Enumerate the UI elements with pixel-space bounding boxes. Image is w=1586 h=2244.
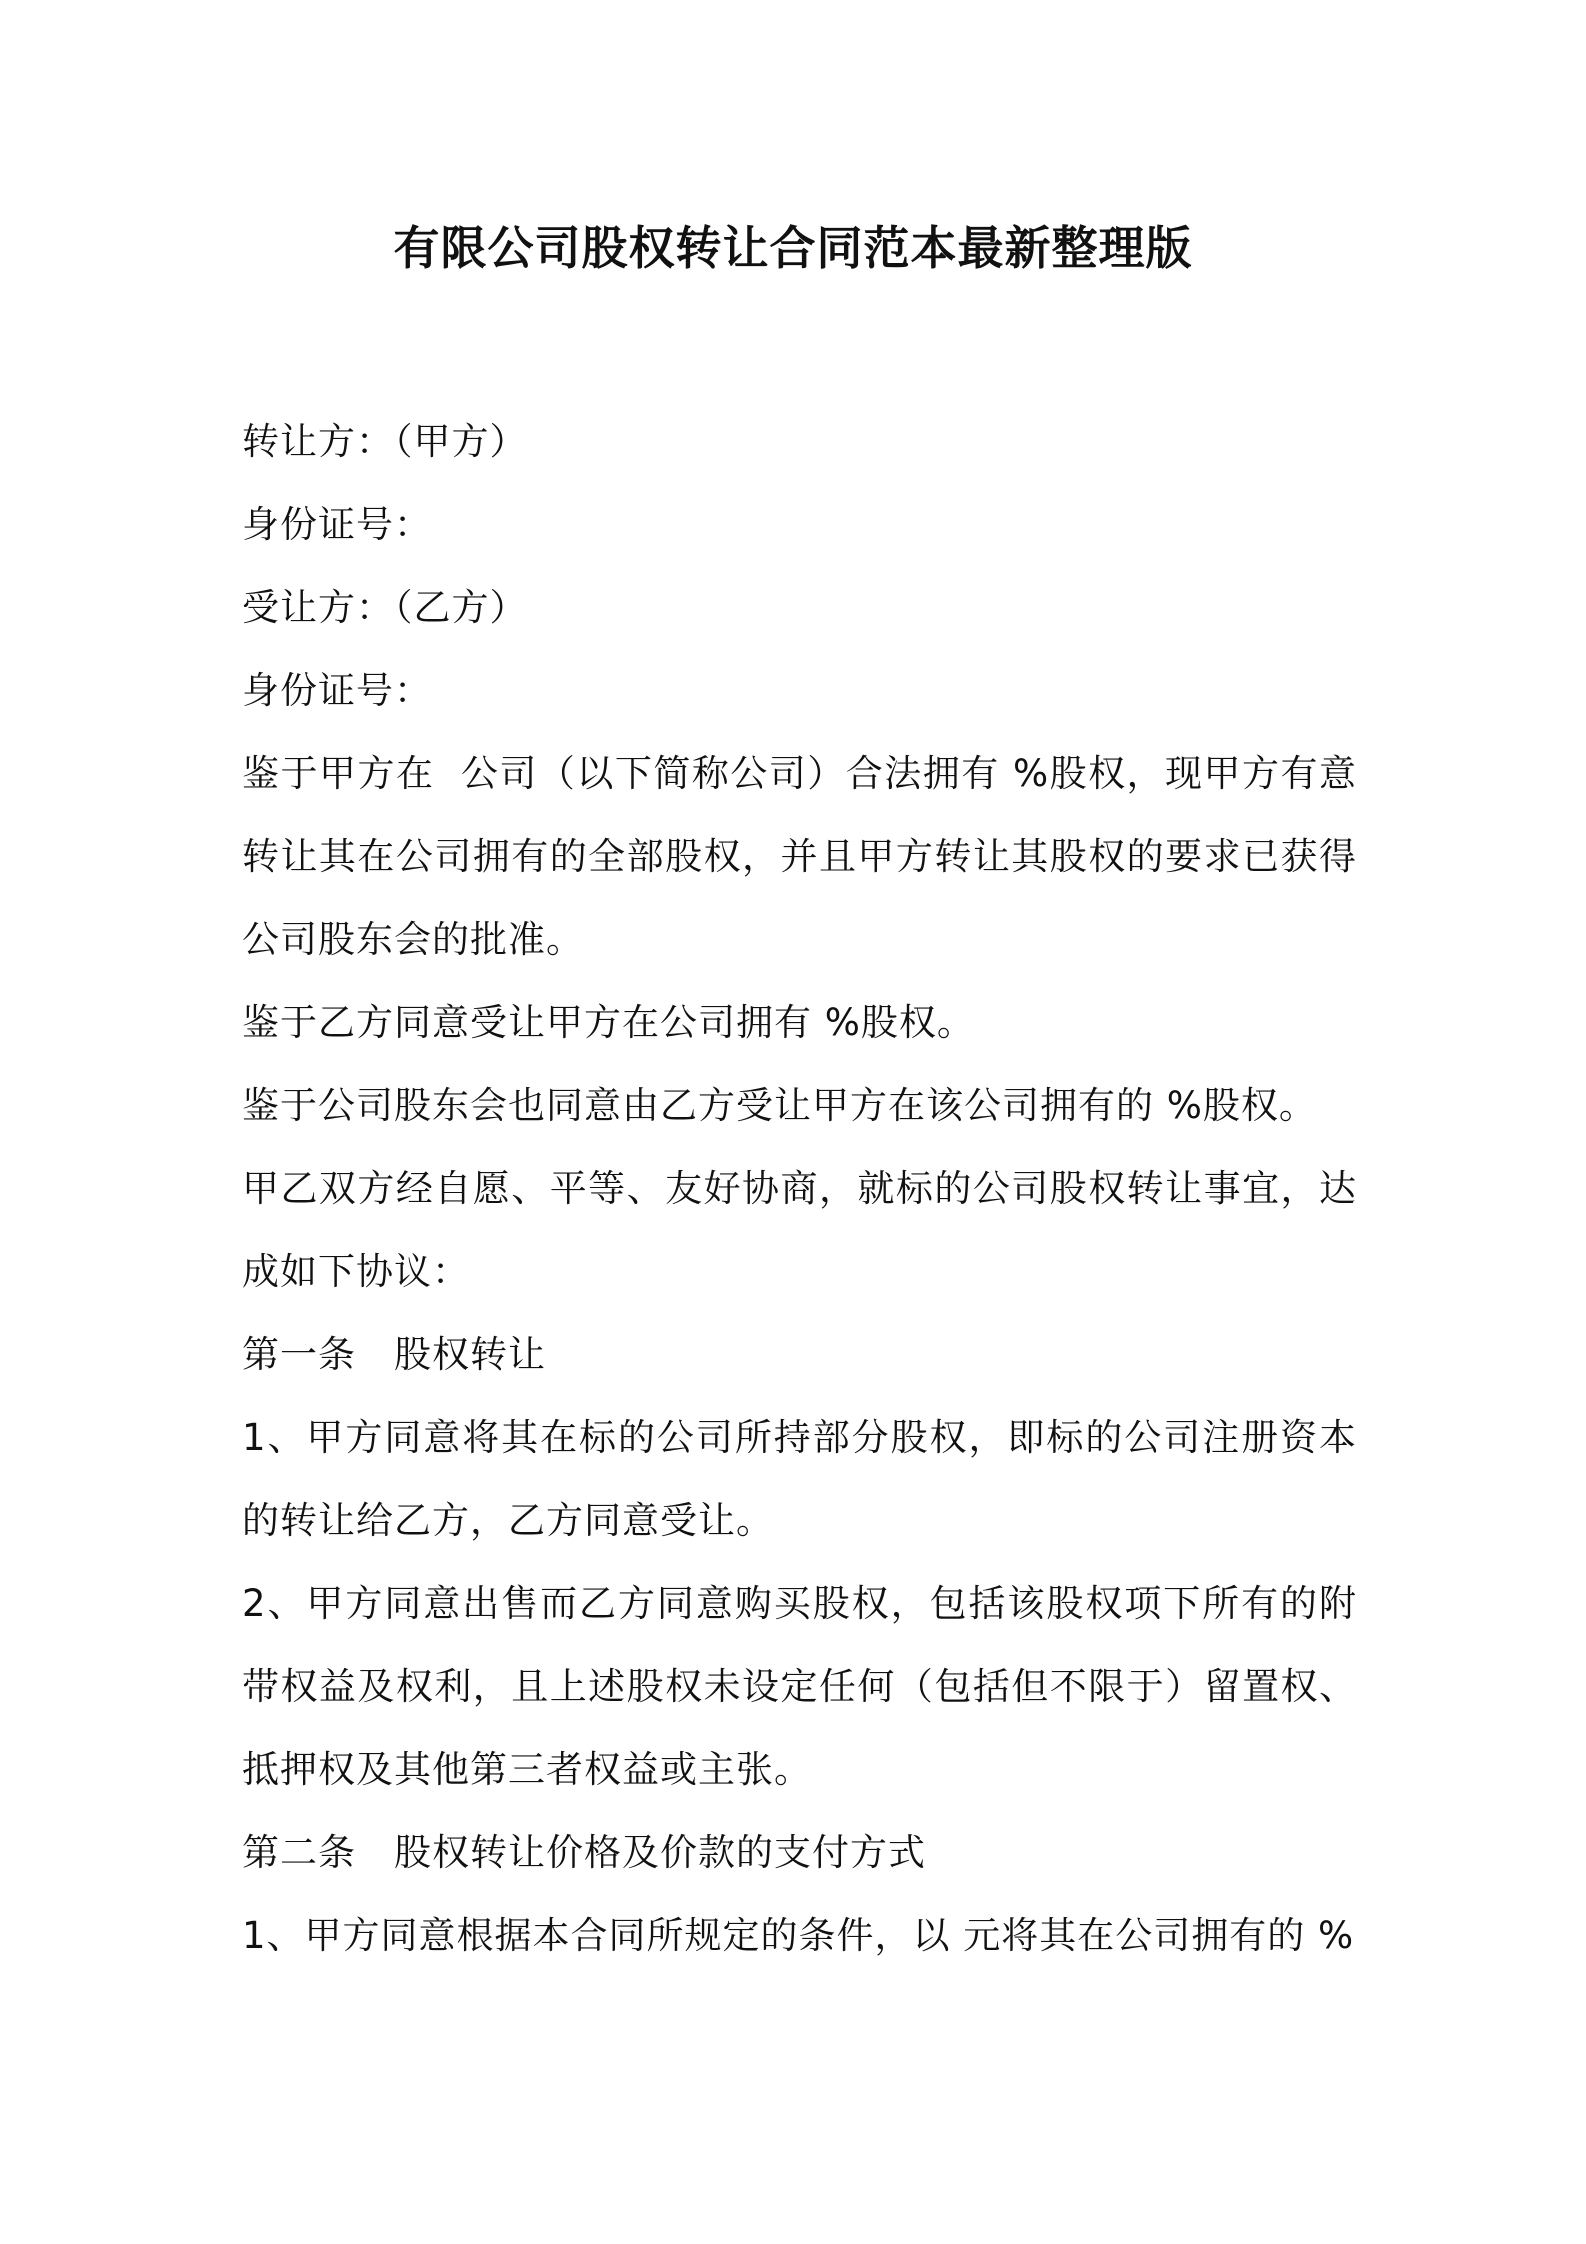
document-body	[242, 400, 1357, 1977]
transferor-line: 转让方：（甲方）	[242, 420, 528, 463]
agreement-intro-paragraph: 甲乙双方经自愿、平等、友好协商，就标的公司股权转让事宜，达成如下协议：	[242, 1167, 1357, 1293]
recital-paragraph-1: 鉴于甲方在 公司（以下简称公司）合法拥有 %股权，现甲方有意转让其在公司拥有的全部股权，并且甲方转让其股权的要求已获得公司股东会的批准。	[242, 752, 1357, 961]
transferor-id-line: 身份证号：	[242, 503, 432, 546]
transferee-id-line: 身份证号：	[242, 669, 432, 712]
document-title: 有限公司股权转让合同范本最新整理版	[393, 221, 1193, 275]
recital-paragraph-3: 鉴于公司股东会也同意由乙方受让甲方在该公司拥有的 %股权。	[242, 1084, 1317, 1127]
transferee-line: 受让方：（乙方）	[242, 586, 528, 629]
recital-paragraph-2: 鉴于乙方同意受让甲方在公司拥有 %股权。	[242, 1001, 975, 1044]
article-1-heading: 第一条 股权转让	[242, 1333, 546, 1376]
article-1-clause-1: 1、甲方同意将其在标的公司所持部分股权，即标的公司注册资本的转让给乙方，乙方同意受让。	[242, 1416, 1357, 1542]
article-2-clause-1: 1、甲方同意根据本合同所规定的条件，以 元将其在公司拥有的 %	[242, 1914, 1355, 1957]
article-1-clause-2: 2、甲方同意出售而乙方同意购买股权，包括该股权项下所有的附带权益及权利，且上述股权未设定任何（包括但不限于）留置权、抵押权及其他第三者权益或主张。	[242, 1582, 1357, 1791]
article-2-heading: 第二条 股权转让价格及价款的支付方式	[242, 1831, 926, 1874]
